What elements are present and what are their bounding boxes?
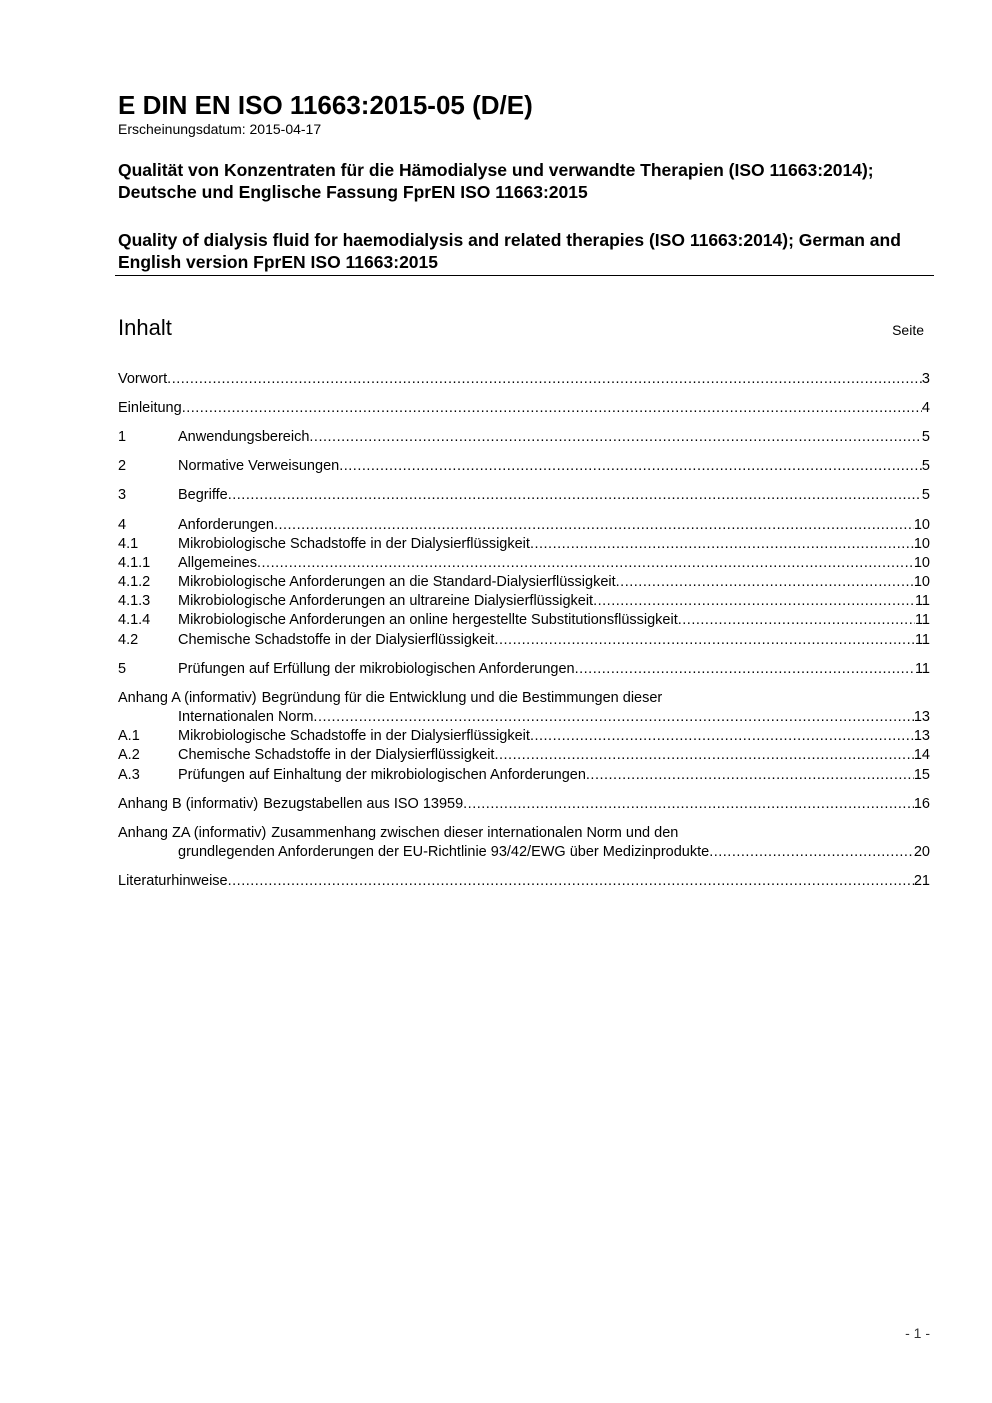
toc-entry-4-1-2[interactable] bbox=[118, 573, 930, 592]
toc-leader bbox=[309, 428, 922, 447]
toc-entry-page: 3 bbox=[921, 371, 930, 387]
toc-entry-page: 5 bbox=[921, 458, 930, 474]
toc-entry-title: Mikrobiologische Schadstoffe in der Dialysierflüssigkeit bbox=[178, 728, 530, 744]
toc-entry-1[interactable] bbox=[118, 428, 930, 447]
toc-entry-page: 5 bbox=[921, 487, 930, 503]
toc-entry-anhang-b[interactable] bbox=[118, 795, 930, 814]
toc-leader bbox=[709, 843, 914, 862]
toc-entry-page: 14 bbox=[913, 747, 930, 763]
toc-entry-page: 20 bbox=[913, 844, 930, 860]
toc-entry-anhang-za[interactable] bbox=[118, 843, 930, 862]
toc-page-column-label: Seite bbox=[892, 322, 924, 338]
toc-entry-number: Anhang ZA (informativ) bbox=[118, 825, 267, 841]
toc-entry-title: Prüfungen auf Einhaltung der mikrobiologischen Anforderungen bbox=[178, 767, 586, 783]
toc-leader bbox=[530, 727, 914, 746]
toc-entry-page: 11 bbox=[914, 612, 930, 628]
toc-entry-number: Anhang B (informativ) bbox=[118, 796, 259, 812]
toc-entry-number: 5 bbox=[118, 661, 127, 677]
toc-entry-title: Begründung für die Entwicklung und die Bestimmungen dieser bbox=[261, 690, 663, 706]
toc-entry-title: Anwendungsbereich bbox=[178, 429, 310, 445]
toc-heading: Inhalt bbox=[118, 315, 172, 340]
toc-entry-3[interactable] bbox=[118, 486, 930, 505]
title-german: Qualität von Konzentraten für die Hämodialyse und verwandte Therapien (ISO 11663:2014); Deutsche und Englische Fassung FprEN ISO 11663:2015 bbox=[118, 160, 874, 202]
toc-entry-number: 3 bbox=[118, 487, 127, 503]
toc-entry-4-2[interactable] bbox=[118, 631, 930, 650]
toc-entry-anhang-a[interactable] bbox=[118, 708, 930, 727]
standard-id: E DIN EN ISO 11663:2015-05 (D/E) bbox=[118, 90, 533, 120]
toc-leader bbox=[494, 746, 913, 765]
toc-entry-number: 1 bbox=[118, 429, 127, 445]
toc-entry-4-1[interactable] bbox=[118, 535, 930, 554]
toc-leader bbox=[228, 486, 922, 505]
toc-entry-page: 10 bbox=[913, 536, 930, 552]
toc-entry-page: 4 bbox=[921, 400, 930, 416]
toc-entry-page: 16 bbox=[913, 796, 930, 812]
toc-entry-4[interactable] bbox=[118, 516, 930, 535]
toc-entry-page: 10 bbox=[913, 555, 930, 571]
toc-leader bbox=[182, 399, 922, 418]
toc-entry-page: 21 bbox=[913, 873, 930, 889]
toc-leader bbox=[339, 457, 922, 476]
toc-entry-a-1[interactable] bbox=[118, 727, 930, 746]
page-number: - 1 - bbox=[905, 1325, 930, 1341]
toc-entry-number: 2 bbox=[118, 458, 127, 474]
toc-entry-number: 4 bbox=[118, 517, 127, 533]
toc-entry-title: Anforderungen bbox=[178, 517, 274, 533]
toc-entry-title: Mikrobiologische Anforderungen an die Standard-Dialysierflüssigkeit bbox=[178, 574, 616, 590]
toc-entry-page: 11 bbox=[914, 593, 930, 609]
toc-entry-literaturhinweise[interactable] bbox=[118, 872, 930, 891]
toc-entry-page: 10 bbox=[913, 574, 930, 590]
toc-entry-4-1-1[interactable] bbox=[118, 554, 930, 573]
toc-leader bbox=[257, 554, 914, 573]
toc-entry-a-2[interactable] bbox=[118, 746, 930, 765]
toc-leader bbox=[616, 573, 914, 592]
toc-entry-number: Anhang A (informativ) bbox=[118, 690, 257, 706]
toc-entry-page: 10 bbox=[913, 517, 930, 533]
toc-entry-number: 4.1.1 bbox=[118, 555, 151, 571]
toc-leader bbox=[463, 795, 914, 814]
toc-entry-vorwort[interactable] bbox=[118, 370, 930, 389]
toc-leader bbox=[228, 872, 914, 891]
toc-leader bbox=[586, 766, 914, 785]
toc-entry-number: 4.1.3 bbox=[118, 593, 151, 609]
toc-entry-page: 11 bbox=[914, 661, 930, 677]
toc-entry-title: Mikrobiologische Anforderungen an online hergestellte Substitutionsflüssigkeit bbox=[178, 612, 678, 628]
toc-entry-anhang-a-heading[interactable] bbox=[118, 689, 930, 708]
toc-entry-page: 15 bbox=[913, 767, 930, 783]
title-divider bbox=[115, 275, 934, 276]
toc-entry-title: Chemische Schadstoffe in der Dialysierflüssigkeit bbox=[178, 747, 495, 763]
toc-entry-a-3[interactable] bbox=[118, 766, 930, 785]
toc-entry-page: 5 bbox=[921, 429, 930, 445]
toc-entry-anhang-za-heading[interactable] bbox=[118, 824, 930, 843]
toc-entry-title-continuation: grundlegenden Anforderungen der EU-Richtlinie 93/42/EWG über Medizinprodukte bbox=[178, 844, 710, 860]
toc-entry-page: 13 bbox=[913, 709, 930, 725]
toc-leader bbox=[678, 611, 915, 630]
publication-date: Erscheinungsdatum: 2015-04-17 bbox=[118, 121, 322, 137]
toc-leader bbox=[274, 516, 914, 535]
toc-entry-number: 4.1.4 bbox=[118, 612, 151, 628]
toc-leader bbox=[494, 631, 914, 650]
toc-entry-4-1-4[interactable] bbox=[118, 611, 930, 630]
toc-entry-number: A.2 bbox=[118, 747, 140, 763]
toc-entry-title: Prüfungen auf Erfüllung der mikrobiologischen Anforderungen bbox=[178, 661, 575, 677]
toc-entry-einleitung[interactable] bbox=[118, 399, 930, 418]
toc-entry-title: Literaturhinweise bbox=[118, 873, 228, 889]
title-english: Quality of dialysis fluid for haemodialysis and related therapies (ISO 11663:2014); German and English version FprEN ISO 11663:2015 bbox=[118, 230, 901, 272]
toc-entry-number: 4.2 bbox=[118, 632, 139, 648]
toc-entry-title: Begriffe bbox=[178, 487, 228, 503]
toc-entry-2[interactable] bbox=[118, 457, 930, 476]
toc-entry-number: 4.1.2 bbox=[118, 574, 151, 590]
toc-entry-title: Normative Verweisungen bbox=[178, 458, 340, 474]
toc-entry-title: Allgemeines bbox=[178, 555, 257, 571]
toc-entry-page: 13 bbox=[913, 728, 930, 744]
toc-leader bbox=[530, 535, 914, 554]
toc-leader bbox=[575, 660, 915, 679]
toc-entry-title: Einleitung bbox=[118, 400, 182, 416]
toc-entry-title-continuation: Internationalen Norm bbox=[178, 709, 314, 725]
toc-entry-page: 11 bbox=[914, 632, 930, 648]
toc-leader bbox=[313, 708, 913, 727]
toc-entry-5[interactable] bbox=[118, 660, 930, 679]
toc-entry-title: Chemische Schadstoffe in der Dialysierflüssigkeit bbox=[178, 632, 495, 648]
toc-entry-4-1-3[interactable] bbox=[118, 592, 930, 611]
toc-entry-title: Bezugstabellen aus ISO 13959 bbox=[263, 796, 464, 812]
toc-entry-title: Vorwort bbox=[118, 371, 168, 387]
toc-entry-number: A.3 bbox=[118, 767, 140, 783]
toc-entry-title: Mikrobiologische Schadstoffe in der Dialysierflüssigkeit bbox=[178, 536, 530, 552]
toc-leader bbox=[167, 370, 922, 389]
toc-entry-number: 4.1 bbox=[118, 536, 139, 552]
toc-entry-title: Zusammenhang zwischen dieser internationalen Norm und den bbox=[271, 825, 679, 841]
toc-entry-title: Mikrobiologische Anforderungen an ultrareine Dialysierflüssigkeit bbox=[178, 593, 594, 609]
toc-entry-number: A.1 bbox=[118, 728, 140, 744]
toc-leader bbox=[593, 592, 915, 611]
